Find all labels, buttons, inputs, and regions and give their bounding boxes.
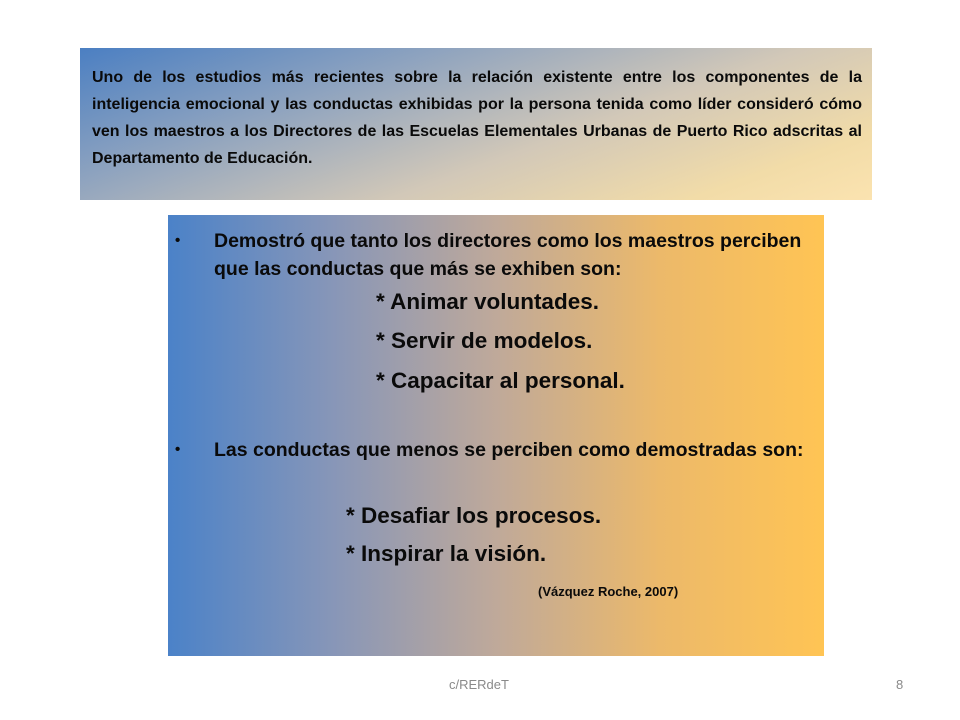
behavior-item: * Inspirar la visión.: [346, 541, 547, 566]
intro-box: [80, 48, 872, 200]
behavior-item: * Capacitar al personal.: [376, 368, 625, 393]
bullet-icon: •: [175, 232, 181, 249]
behavior-item: * Servir de modelos.: [376, 328, 593, 353]
citation: (Vázquez Roche, 2007): [538, 584, 679, 599]
footer-label: c/RERdeT: [449, 677, 509, 692]
bullet-icon: •: [175, 441, 181, 458]
findings-box: [168, 215, 824, 656]
behavior-item: * Desafiar los procesos.: [346, 503, 602, 528]
bullet-text: Demostró que tanto los directores como los maestros perciben que las conductas que más se exhiben son:: [214, 230, 802, 280]
behavior-item: * Animar voluntades.: [376, 289, 599, 314]
intro-text: Uno de los estudios más recientes sobre la relación existente entre los componentes de la inteligencia emocional y las conductas exhibidas por la persona tenida como líder consideró cómo ven los maestros a los Directores de las Escuelas Elementales Urbanas de Puerto Rico adscritas al Departamento de Educación.: [92, 69, 862, 167]
page-number: 8: [896, 677, 904, 692]
bullet-text: Las conductas que menos se perciben como demostradas son:: [214, 439, 804, 461]
